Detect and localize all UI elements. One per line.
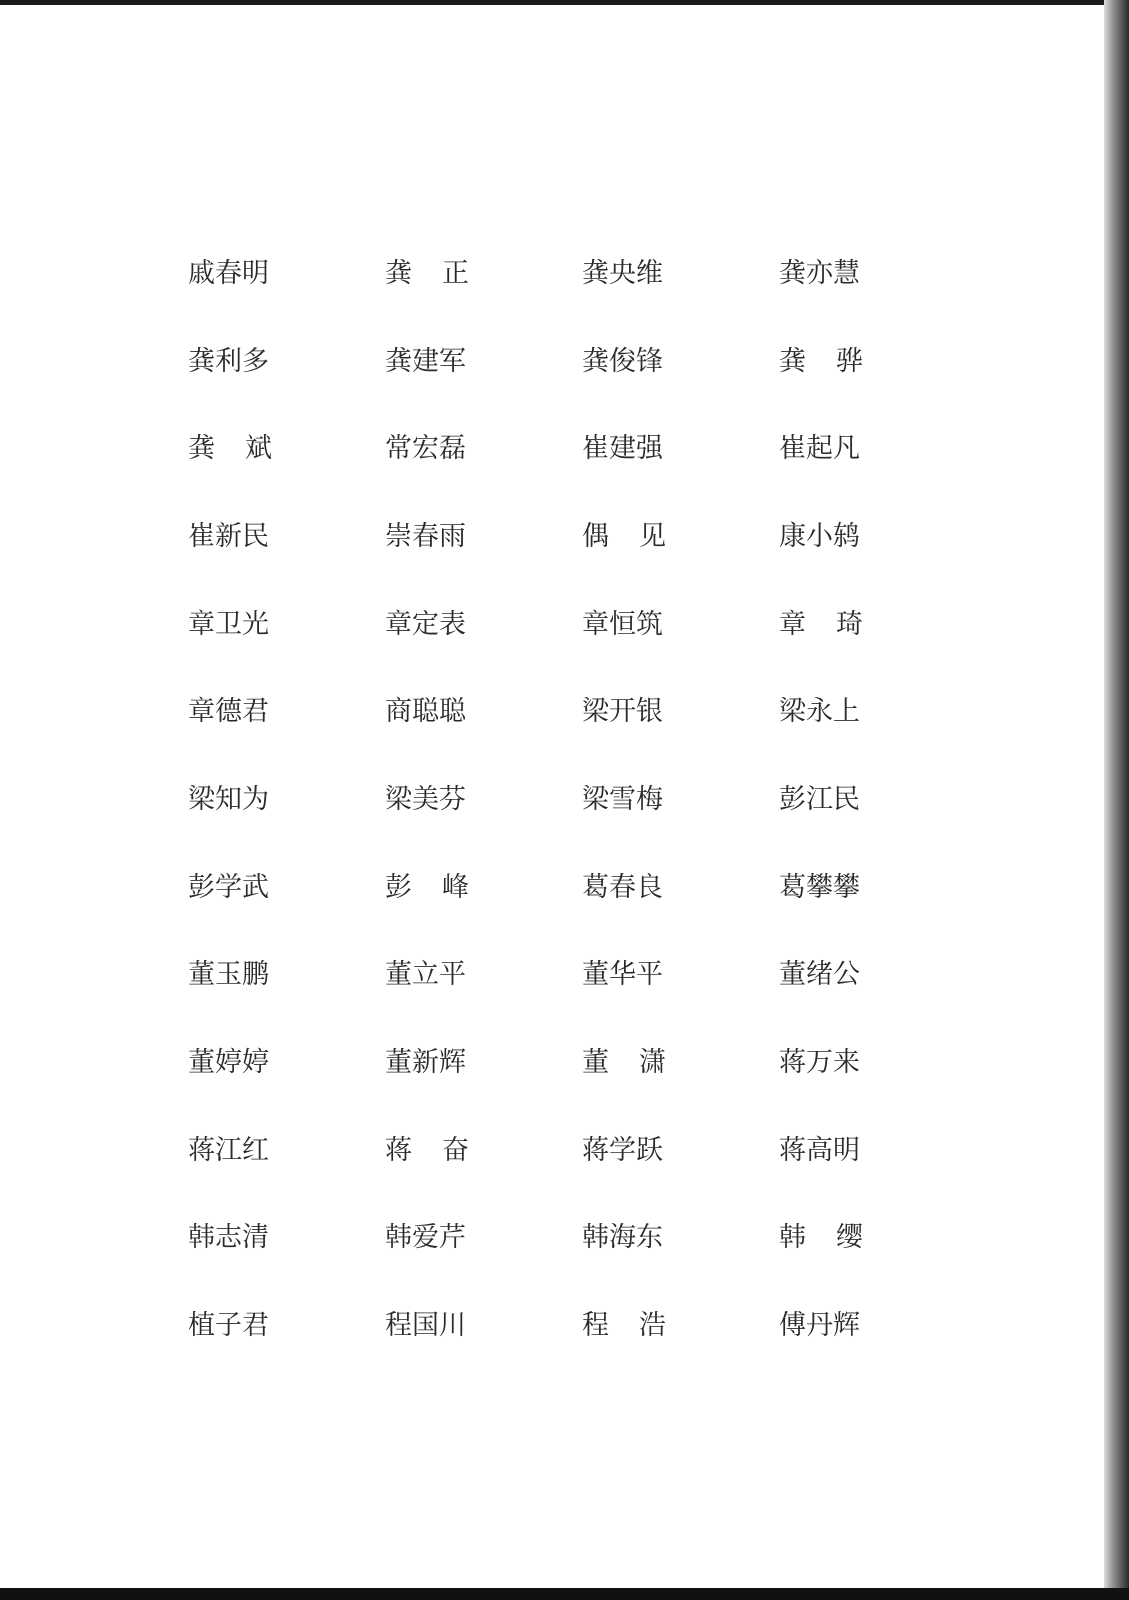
person-name-text: 龚骅 — [779, 345, 893, 377]
person-name — [188, 692, 385, 732]
person-name-text: 章卫光 — [188, 608, 269, 640]
person-name-text: 崔新民 — [188, 520, 269, 552]
name-row — [188, 756, 976, 844]
person-name-text: 彭峰 — [385, 871, 499, 903]
person-name-text: 梁开银 — [582, 696, 663, 728]
person-name — [582, 605, 779, 645]
person-name — [582, 955, 779, 995]
name-row — [188, 1195, 976, 1283]
person-name — [582, 342, 779, 382]
person-name-text: 戚春明 — [188, 257, 269, 289]
person-name — [385, 868, 582, 908]
person-name-text: 崇春雨 — [385, 520, 466, 552]
person-name — [779, 342, 976, 382]
person-name-text: 商聪聪 — [385, 696, 466, 728]
person-name-text: 蒋学跃 — [582, 1134, 663, 1166]
person-name-text: 植子君 — [188, 1310, 269, 1342]
person-name — [188, 342, 385, 382]
person-name — [779, 692, 976, 732]
person-name — [779, 1043, 976, 1083]
person-name — [385, 1306, 582, 1346]
name-row — [188, 932, 976, 1020]
name-row — [188, 844, 976, 932]
person-name-text: 董婷婷 — [188, 1047, 269, 1079]
person-name-text: 韩爱芹 — [385, 1222, 466, 1254]
person-name — [779, 1306, 976, 1346]
person-name-text: 龚正 — [385, 257, 499, 289]
person-name — [582, 692, 779, 732]
person-name-text: 康小鸫 — [779, 520, 860, 552]
person-name-text: 龚建军 — [385, 345, 466, 377]
person-name — [385, 342, 582, 382]
person-name-text: 章定表 — [385, 608, 466, 640]
name-row — [188, 1019, 976, 1107]
person-name — [582, 1043, 779, 1083]
person-name — [385, 254, 582, 294]
person-name — [188, 254, 385, 294]
person-name — [779, 254, 976, 294]
person-name — [188, 1131, 385, 1171]
person-name — [188, 517, 385, 557]
person-name-text: 程国川 — [385, 1310, 466, 1342]
person-name — [385, 517, 582, 557]
person-name-text: 常宏磊 — [385, 433, 466, 465]
name-row — [188, 405, 976, 493]
person-name-text: 章德君 — [188, 696, 269, 728]
person-name-text: 彭江民 — [779, 783, 860, 815]
person-name-text: 董华平 — [582, 959, 663, 991]
person-name-text: 崔建强 — [582, 433, 663, 465]
person-name-text: 董立平 — [385, 959, 466, 991]
person-name — [779, 517, 976, 557]
person-name-text: 蒋高明 — [779, 1134, 860, 1166]
person-name — [582, 254, 779, 294]
person-name-text: 梁美芬 — [385, 783, 466, 815]
person-name — [779, 955, 976, 995]
person-name-text: 章恒筑 — [582, 608, 663, 640]
person-name — [385, 1218, 582, 1258]
person-name — [582, 429, 779, 469]
person-name — [188, 1218, 385, 1258]
person-name — [779, 780, 976, 820]
person-name — [188, 429, 385, 469]
person-name-text: 董绪公 — [779, 959, 860, 991]
person-name-text: 龚亦慧 — [779, 257, 860, 289]
person-name — [582, 1218, 779, 1258]
person-name — [188, 605, 385, 645]
person-name-text: 章琦 — [779, 608, 893, 640]
person-name — [188, 955, 385, 995]
person-name — [582, 868, 779, 908]
person-name-text: 梁永上 — [779, 696, 860, 728]
person-name-text: 董新辉 — [385, 1047, 466, 1079]
name-row — [188, 668, 976, 756]
person-name-text: 董潇 — [582, 1047, 696, 1079]
person-name — [385, 780, 582, 820]
person-name-text: 傅丹辉 — [779, 1310, 860, 1342]
person-name-text: 彭学武 — [188, 871, 269, 903]
person-name — [779, 1218, 976, 1258]
name-row — [188, 1107, 976, 1195]
person-name-text: 龚央维 — [582, 257, 663, 289]
person-name — [188, 1306, 385, 1346]
person-name — [779, 429, 976, 469]
name-row — [188, 493, 976, 581]
person-name-text: 葛春良 — [582, 871, 663, 903]
name-row — [188, 230, 976, 318]
person-name-text: 蒋奋 — [385, 1134, 499, 1166]
person-name — [385, 605, 582, 645]
scan-bottom-edge — [0, 1588, 1129, 1600]
person-name-text: 董玉鹏 — [188, 959, 269, 991]
person-name-text: 龚斌 — [188, 433, 302, 465]
person-name-text: 龚利多 — [188, 345, 269, 377]
person-name — [779, 605, 976, 645]
person-name — [779, 1131, 976, 1171]
person-name-text: 韩志清 — [188, 1222, 269, 1254]
person-name — [385, 1131, 582, 1171]
person-name-text: 梁知为 — [188, 783, 269, 815]
person-name — [188, 868, 385, 908]
person-name-text: 偶见 — [582, 520, 696, 552]
person-name-text: 葛攀攀 — [779, 871, 860, 903]
name-row — [188, 581, 976, 669]
person-name — [188, 780, 385, 820]
person-name — [582, 780, 779, 820]
scan-right-edge — [1104, 0, 1129, 1600]
person-name — [385, 429, 582, 469]
person-name-text: 韩缨 — [779, 1222, 893, 1254]
person-name — [188, 1043, 385, 1083]
name-row — [188, 1282, 976, 1370]
person-name-text: 程浩 — [582, 1310, 696, 1342]
person-name — [582, 1131, 779, 1171]
name-list — [188, 230, 976, 1370]
person-name-text: 蒋万来 — [779, 1047, 860, 1079]
person-name — [582, 517, 779, 557]
person-name — [385, 955, 582, 995]
person-name-text: 龚俊锋 — [582, 345, 663, 377]
person-name — [779, 868, 976, 908]
person-name-text: 韩海东 — [582, 1222, 663, 1254]
person-name-text: 梁雪梅 — [582, 783, 663, 815]
name-row — [188, 318, 976, 406]
person-name — [385, 1043, 582, 1083]
scan-top-edge — [0, 0, 1129, 5]
person-name-text: 崔起凡 — [779, 433, 860, 465]
person-name-text: 蒋江红 — [188, 1134, 269, 1166]
person-name — [385, 692, 582, 732]
person-name — [582, 1306, 779, 1346]
